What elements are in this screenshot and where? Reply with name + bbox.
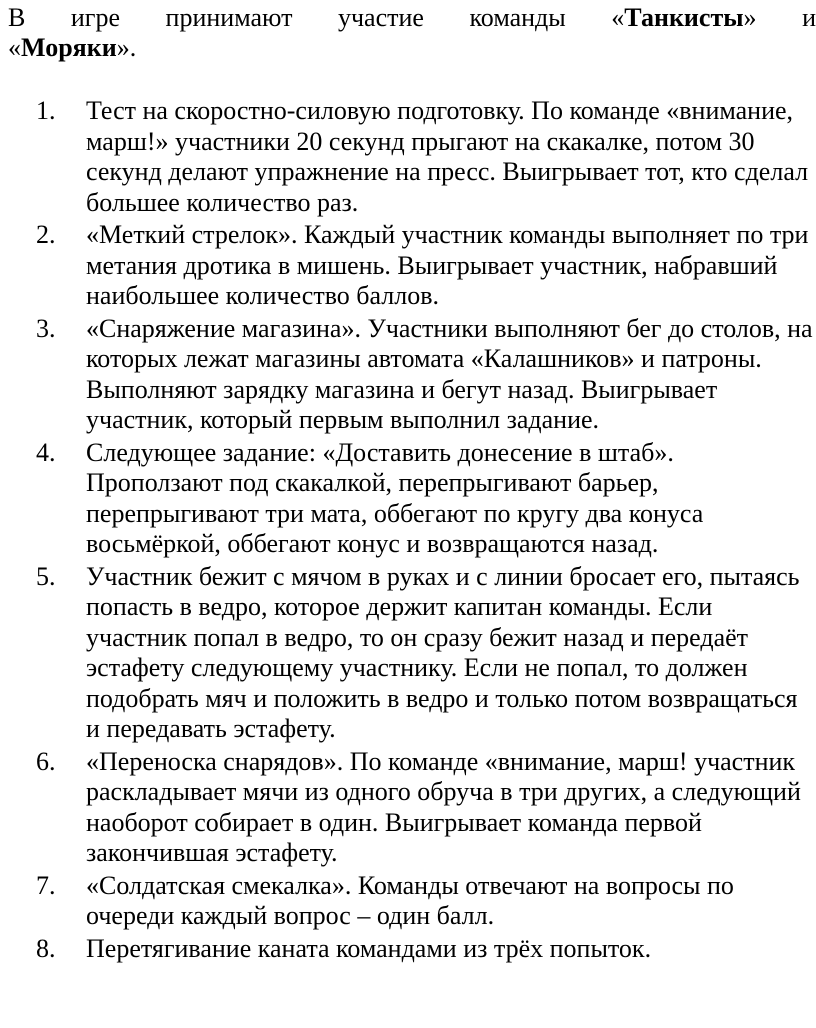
list-item-text: Перетягивание каната командами из трёх попыток. — [86, 933, 652, 963]
intro-paragraph — [8, 3, 816, 63]
list-item-text: «Переноска снарядов». По команде «внимание, марш! участник раскладывает мячи из одного обруча в три других, а следующий наоборот собирает в один. Выигрывает команда первой закончившая эстафету. — [86, 746, 801, 867]
list-item — [36, 96, 816, 218]
list-item-number: 3. — [36, 313, 56, 343]
list-item — [36, 934, 816, 965]
list-item — [36, 438, 816, 560]
list-item-text: Тест на скоростно-силовую подготовку. По команде «внимание, марш!» участники 20 секунд прыгают на скакалке, потом 30 секунд делают упражнение на пресс. Выигрывает тот, кто сделал большее количество раз. — [86, 96, 809, 217]
team-1-name: «Танкисты» — [611, 3, 757, 32]
intro-word: команды — [469, 3, 566, 32]
list-item — [36, 747, 816, 869]
intro-word: игре — [70, 3, 120, 32]
list-item — [36, 220, 816, 312]
list-item — [36, 871, 816, 932]
intro-word: В — [8, 3, 26, 32]
intro-word: принимают — [165, 3, 293, 32]
intro-word: участие — [337, 3, 424, 32]
list-item-text: «Меткий стрелок». Каждый участник команды выполняет по три метания дротика в мишень. Выигрывает участник, набравший наибольшее количество баллов. — [86, 220, 809, 310]
list-item-text: «Снаряжение магазина». Участники выполняют бег до столов, на которых лежат магазины автомата «Калашников» и патроны. Выполняют зарядку магазина и бегут назад. Выигрывает участник, который первым выполнил задание. — [86, 313, 813, 434]
list-item-number: 4. — [36, 437, 56, 467]
intro-line-2 — [8, 33, 816, 63]
list-item-text: Следующее задание: «Доставить донесение в штаб». Проползают под скакалкой, перепрыгивают барьер, перепрыгивают три мата, оббегают по кругу два конуса восьмёркой, оббегают конус и возвращаются назад. — [86, 437, 704, 558]
list-item-number: 7. — [36, 870, 56, 900]
list-item-number: 8. — [36, 933, 56, 963]
team-2-name: «Моряки». — [8, 33, 137, 62]
list-item — [36, 562, 816, 745]
list-item-number: 5. — [36, 561, 56, 591]
list-item-number: 1. — [36, 96, 56, 125]
intro-word: и — [802, 3, 816, 32]
list-item — [36, 314, 816, 436]
list-item-text: Участник бежит с мячом в руках и с линии бросает его, пытаясь попасть в ведро, которое держит капитан команды. Если участник попал в ведро, то он сразу бежит назад и передаёт эстафету следующему участнику. Если не попал, то должен подобрать мяч и положить в ведро и только потом возвращаться и передавать эстафету. — [86, 561, 800, 743]
list-item-text: «Солдатская смекалка». Команды отвечают на вопросы по очереди каждый вопрос – один балл. — [86, 870, 734, 930]
list-item-number: 2. — [36, 220, 56, 249]
contest-list — [36, 96, 816, 966]
list-item-number: 6. — [36, 746, 56, 776]
intro-line-1 — [8, 3, 816, 33]
